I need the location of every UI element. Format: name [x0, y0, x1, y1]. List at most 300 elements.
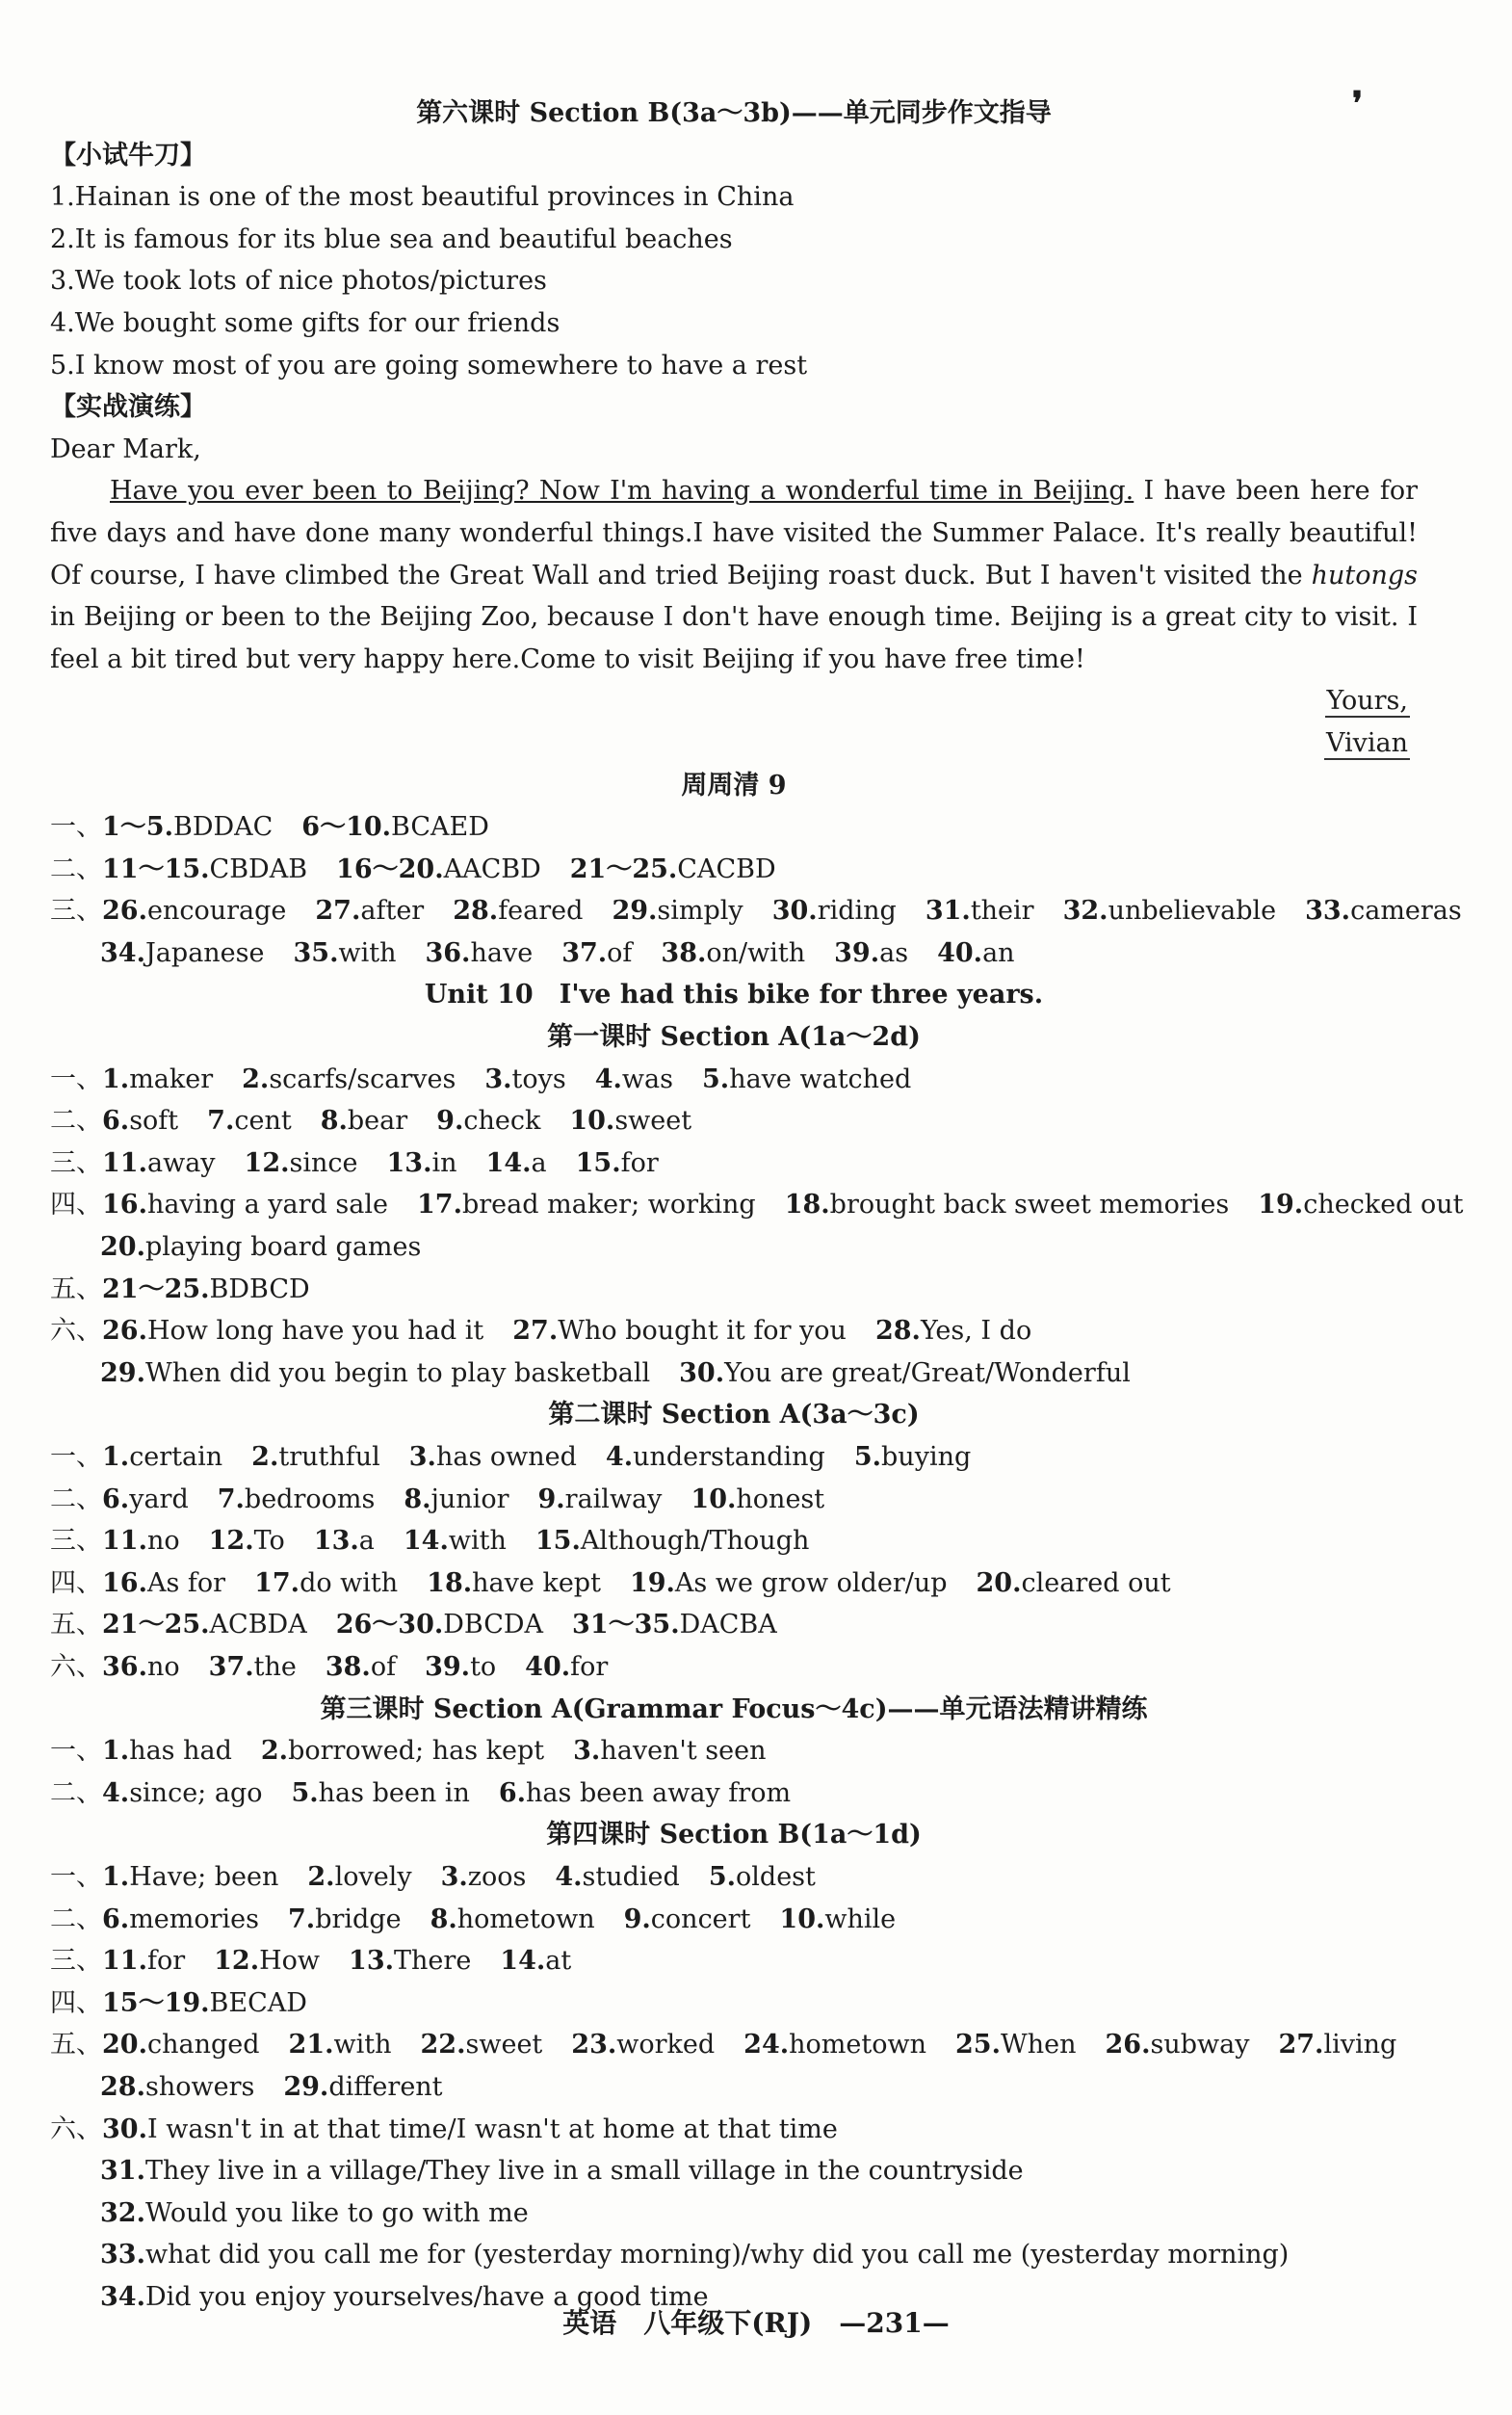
answer-number: 33.: [1305, 896, 1351, 927]
answer-text: truthful: [278, 1442, 380, 1472]
row-prefix: 六、: [50, 1316, 102, 1347]
answer-number: 27.: [315, 896, 361, 927]
answer-number: 31～35.: [572, 1610, 680, 1641]
answer-number: 9.: [623, 1903, 651, 1934]
answer-number: 10.: [779, 1903, 825, 1934]
answer-item: [430, 1899, 595, 1941]
answer-number: 6.: [102, 1106, 130, 1137]
answer-item: [779, 1899, 896, 1941]
answer-text: bear: [347, 1106, 408, 1137]
answer-item: [218, 1479, 376, 1521]
answer-item: [326, 1646, 396, 1689]
answer-item: [535, 1520, 810, 1562]
row-prefix: 六、: [50, 2113, 102, 2144]
lesson2-title: 第二课时 Section A(3a～3c): [548, 1400, 920, 1431]
answer-number: 27.: [1278, 2030, 1324, 2061]
answer-number: 16.: [102, 1567, 147, 1598]
letter-underlined-sentence: Have you ever been to Beijing? Now I'm having a wonderful time in Beijing.: [110, 476, 1134, 507]
answer-item: [288, 1899, 402, 1941]
answer-number: 26.: [102, 1316, 147, 1347]
answer-text: There: [394, 1946, 472, 1977]
answer-row: [50, 1646, 1418, 1689]
answer-text: scarfs/scarves: [269, 1063, 456, 1094]
answer-row: [50, 1436, 1418, 1479]
answer-item: [425, 932, 533, 975]
row-prefix: 三、: [50, 1946, 102, 1977]
answer-number: 2.: [251, 1442, 279, 1472]
answer-text: Yes, I do: [920, 1316, 1032, 1347]
answer-item: [691, 1479, 824, 1521]
list-item: 2.It is famous for its blue sea and beautiful beaches: [50, 223, 733, 254]
answer-number: 34.: [100, 937, 145, 968]
answer-text: certain: [129, 1442, 223, 1472]
row-prefix: 一、: [50, 1861, 102, 1892]
practice-heading: 【实战演练】: [50, 392, 206, 423]
answer-number: 21.: [288, 2030, 334, 2061]
answer-text: To: [253, 1526, 285, 1557]
answer-text: BDBCD: [209, 1273, 310, 1304]
answer-number: 31.: [100, 2156, 145, 2187]
letter-closing: Yours,: [1326, 686, 1408, 717]
answer-number: 17.: [254, 1567, 300, 1598]
answer-row: [50, 2066, 1418, 2109]
answer-number: 13.: [313, 1526, 359, 1557]
row-prefix: 三、: [50, 1147, 102, 1178]
answer-text: Have; been: [129, 1861, 279, 1892]
answer-item: [570, 849, 776, 891]
answer-text: has owned: [435, 1442, 577, 1472]
answer-text: subway: [1150, 2030, 1250, 2061]
list-item: 1.Hainan is one of the most beautiful provinces in China: [50, 182, 795, 213]
answer-number: 18.: [427, 1567, 473, 1598]
weekly-answers: [50, 806, 1462, 974]
answer-item: [102, 1646, 180, 1689]
answer-number: 5.: [708, 1861, 737, 1892]
trial-heading: 【小试牛刀】: [50, 140, 206, 171]
answer-text: DBCDA: [443, 1610, 544, 1641]
answer-number: 20.: [100, 1232, 145, 1263]
answer-text: what did you call me for (yesterday morning)/why did you call me (yesterday morning): [144, 2240, 1290, 2271]
row-prefix: 二、: [50, 1777, 102, 1808]
answer-number: 38.: [661, 937, 707, 968]
answer-item: [404, 1520, 507, 1562]
trial-list: [50, 176, 1418, 386]
answer-text: for: [146, 1946, 186, 1977]
answer-row: [50, 1899, 1418, 1941]
answer-row: [50, 1100, 1418, 1142]
answer-text: on/with: [706, 937, 806, 968]
answer-item: [555, 1856, 679, 1899]
answer-row: [50, 806, 1418, 849]
answer-number: 2.: [260, 1736, 289, 1767]
answer-number: 11.: [102, 1946, 147, 1977]
answer-item: [214, 1940, 320, 1982]
answer-text: bread maker; working: [461, 1190, 756, 1221]
answer-text: was: [621, 1063, 673, 1094]
answer-item: [417, 1184, 756, 1226]
answer-text: Japanese: [144, 937, 265, 968]
answer-item: [512, 1310, 847, 1352]
answer-item: [245, 1142, 358, 1185]
answer-number: 12.: [214, 1946, 260, 1977]
answer-text: borrowed; has kept: [288, 1736, 545, 1767]
answer-item: [572, 1604, 777, 1646]
answer-item: [209, 1520, 285, 1562]
answer-text: BECAD: [209, 1987, 307, 2018]
answer-item: [289, 2024, 392, 2066]
row-prefix: 二、: [50, 853, 102, 884]
answer-number: 39.: [834, 937, 880, 968]
answer-text: yard: [129, 1483, 189, 1514]
answer-row: [50, 849, 1418, 891]
list-item: 3.We took lots of nice photos/pictures: [50, 266, 547, 297]
answer-number: 5.: [853, 1442, 882, 1472]
row-prefix: 三、: [50, 896, 102, 927]
list-item: 5.I know most of you are going somewhere to have a rest: [50, 350, 808, 381]
answer-item: [679, 1352, 1131, 1395]
answer-text: after: [360, 896, 425, 927]
answer-number: 37.: [561, 937, 608, 968]
answer-item: [100, 2192, 529, 2235]
answer-number: 4.: [605, 1442, 634, 1472]
list-item: 4.We bought some gifts for our friends: [50, 307, 560, 338]
answer-number: 30.: [771, 896, 818, 927]
answer-number: 30.: [102, 2113, 147, 2144]
answer-item: [453, 890, 583, 932]
answer-number: 5.: [291, 1777, 319, 1808]
answer-number: 15.: [534, 1526, 581, 1557]
answer-text: of: [607, 937, 633, 968]
answer-item: [441, 1856, 527, 1899]
answer-item: [561, 932, 632, 975]
answer-text: lovely: [334, 1861, 412, 1892]
answer-row: [50, 1982, 1418, 2025]
answer-text: riding: [817, 896, 897, 927]
answer-number: 7.: [217, 1483, 245, 1514]
answer-text: do with: [300, 1567, 399, 1598]
answer-item: [102, 849, 307, 891]
answer-number: 1.: [102, 1442, 130, 1472]
answer-item: [294, 932, 397, 975]
row-prefix: 五、: [50, 1273, 102, 1304]
answer-item: [576, 1142, 659, 1185]
answer-item: [854, 1436, 971, 1479]
answer-item: [283, 2066, 442, 2109]
answer-text: has been away from: [526, 1777, 792, 1808]
answer-number: 20.: [976, 1567, 1022, 1598]
answer-item: [102, 1730, 232, 1772]
answer-number: 29.: [100, 1357, 145, 1388]
answer-item: [573, 1730, 766, 1772]
answer-item: [499, 1772, 791, 1815]
answer-item: [307, 1856, 411, 1899]
answer-item: [925, 890, 1034, 932]
answer-item: [875, 1310, 1031, 1352]
letter-signature: Vivian: [1325, 727, 1408, 758]
answer-row: [50, 1604, 1418, 1646]
answer-row: [50, 1856, 1418, 1899]
answer-text: has had: [129, 1736, 232, 1767]
answer-item: [409, 1436, 577, 1479]
answer-text: When: [1000, 2030, 1077, 2061]
answer-item: [254, 1562, 398, 1605]
answer-text: understanding: [633, 1442, 825, 1472]
answer-number: 24.: [743, 2030, 790, 2061]
answer-text: How: [259, 1946, 321, 1977]
answer-text: of: [370, 1651, 397, 1682]
answer-text: to: [470, 1651, 497, 1682]
row-prefix: 三、: [50, 1526, 102, 1557]
answer-number: 9.: [537, 1483, 565, 1514]
answer-text: They live in a village/They live in a small village in the countryside: [144, 2156, 1024, 2187]
answer-number: 4.: [102, 1777, 130, 1808]
answer-number: 35.: [293, 937, 339, 968]
answer-row: [50, 1940, 1418, 1982]
answer-item: [336, 849, 541, 891]
answer-item: [291, 1772, 469, 1815]
answer-number: 23.: [571, 2030, 617, 2061]
answer-row: [50, 1310, 1418, 1352]
answer-text: Would you like to go with me: [144, 2197, 529, 2228]
answer-item: [1106, 2024, 1250, 2066]
answer-text: having a yard sale: [146, 1190, 388, 1221]
answer-item: [937, 932, 1014, 975]
answer-text: the: [253, 1651, 297, 1682]
answer-text: brought back sweet memories: [829, 1190, 1230, 1221]
row-prefix: 五、: [50, 1610, 102, 1641]
answer-item: [404, 1479, 508, 1521]
answer-text: ACBDA: [209, 1610, 307, 1641]
answer-item: [321, 1100, 407, 1142]
answer-number: 15.: [575, 1147, 621, 1178]
row-prefix: 二、: [50, 1903, 102, 1934]
answer-item: [436, 1100, 540, 1142]
answer-number: 6.: [102, 1483, 130, 1514]
answer-number: 26.: [102, 896, 147, 927]
answer-text: for: [620, 1147, 659, 1178]
answer-item: [315, 890, 424, 932]
answer-item: [102, 1899, 259, 1941]
answer-number: 13.: [349, 1946, 395, 1977]
answer-page: [50, 92, 1464, 2318]
row-prefix: 一、: [50, 1442, 102, 1472]
answer-text: honest: [736, 1483, 825, 1514]
answer-text: checked out: [1303, 1190, 1464, 1221]
answer-item: [743, 2024, 926, 2066]
answer-text: hometown: [456, 1903, 595, 1934]
answer-text: bedrooms: [244, 1483, 376, 1514]
answer-text: showers: [144, 2071, 255, 2102]
row-prefix: 四、: [50, 1567, 102, 1598]
answer-text: as: [879, 937, 909, 968]
page-footer: 英语 八年级下(RJ) —231—: [562, 2307, 950, 2339]
answer-item: [102, 2109, 838, 2151]
answer-text: junior: [430, 1483, 509, 1514]
answer-item: [102, 1100, 178, 1142]
answer-text: in: [431, 1147, 457, 1178]
answer-item: [102, 1310, 483, 1352]
answer-number: 6.: [498, 1777, 527, 1808]
answer-number: 21～25.: [569, 853, 678, 884]
answer-number: 34.: [100, 2281, 145, 2312]
answer-text: encourage: [146, 896, 287, 927]
answer-item: [955, 2024, 1077, 2066]
answer-text: simply: [657, 896, 743, 927]
answer-number: 4.: [555, 1861, 583, 1892]
answer-text: have kept: [472, 1567, 601, 1598]
letter-body-text: I have been here for five days and have done many wonderful things.I have visited the Summer Palace. It's really beautiful! Of course, I have climbed the Great Wall and tried Beijing roast duck. But I haven't visited the: [50, 476, 1418, 591]
answer-number: 11.: [102, 1147, 147, 1178]
lesson3-title: 第三课时 Section A(Grammar Focus～4c)——单元语法精讲精练: [320, 1693, 1148, 1724]
answer-text: with: [333, 2030, 392, 2061]
answer-number: 30.: [679, 1357, 725, 1388]
answer-item: [251, 1436, 380, 1479]
answer-text: hometown: [789, 2030, 926, 2061]
answer-number: 40.: [937, 937, 983, 968]
answer-item: [606, 1436, 825, 1479]
answer-item: [661, 932, 805, 975]
answer-number: 29.: [612, 896, 658, 927]
answer-row: [50, 2192, 1418, 2235]
answer-number: 28.: [874, 1316, 921, 1347]
answer-item: [500, 1940, 571, 1982]
answer-item: [595, 1059, 673, 1101]
lesson2-answers: [50, 1436, 1418, 1689]
answer-text: When did you begin to play basketball: [144, 1357, 651, 1388]
answer-text: cameras: [1350, 896, 1462, 927]
answer-number: 36.: [102, 1651, 147, 1682]
answer-number: 14.: [500, 1946, 546, 1977]
answer-text: oldest: [736, 1861, 816, 1892]
answer-number: 8.: [430, 1903, 457, 1934]
answer-text: since; ago: [129, 1777, 263, 1808]
answer-number: 3.: [408, 1442, 436, 1472]
answer-item: [102, 1479, 189, 1521]
answer-number: 4.: [594, 1063, 622, 1094]
answer-text: feared: [498, 896, 584, 927]
answer-number: 39.: [425, 1651, 471, 1682]
answer-number: 16.: [102, 1190, 147, 1221]
answer-number: 13.: [386, 1147, 432, 1178]
answer-item: [1063, 890, 1277, 932]
answer-number: 19.: [1258, 1190, 1304, 1221]
row-prefix: 二、: [50, 1483, 102, 1514]
answer-text: have watched: [729, 1063, 912, 1094]
answer-number: 28.: [453, 896, 499, 927]
answer-item: [421, 2024, 543, 2066]
answer-text: concert: [650, 1903, 751, 1934]
answer-number: 12.: [208, 1526, 254, 1557]
lesson3-answers: [50, 1730, 1418, 1814]
answer-number: 2.: [242, 1063, 270, 1094]
answer-text: while: [824, 1903, 897, 1934]
answer-number: 36.: [425, 937, 471, 968]
answer-row: [50, 2234, 1418, 2276]
answer-number: 3.: [440, 1861, 468, 1892]
letter-body: [50, 470, 1418, 680]
answer-item: [537, 1479, 662, 1521]
answer-number: 32.: [100, 2197, 145, 2228]
answer-number: 18.: [784, 1190, 830, 1221]
answer-item: [102, 1269, 310, 1311]
answer-row: [50, 1479, 1418, 1521]
answer-text: DACBA: [679, 1610, 777, 1641]
letter-italic-word: hutongs: [1311, 560, 1418, 591]
answer-number: 32.: [1062, 896, 1108, 927]
answer-text: I wasn't in at that time/I wasn't at home at that time: [146, 2113, 838, 2144]
answer-item: [242, 1059, 456, 1101]
answer-number: 6.: [102, 1903, 130, 1934]
answer-number: 25.: [955, 2030, 1001, 2061]
answer-item: [336, 1604, 543, 1646]
answer-text: As for: [146, 1567, 226, 1598]
answer-text: As we grow older/up: [674, 1567, 948, 1598]
answer-number: 21～25.: [102, 1273, 210, 1304]
answer-item: [1305, 890, 1462, 932]
lesson1-title: 第一课时 Section A(1a～2d): [547, 1022, 921, 1053]
answer-text: have: [470, 937, 534, 968]
answer-number: 31.: [925, 896, 971, 927]
answer-number: 26～30.: [335, 1610, 444, 1641]
answer-number: 27.: [512, 1316, 559, 1347]
answer-row: [50, 1059, 1418, 1101]
answer-text: studied: [582, 1861, 680, 1892]
answer-text: unbelievable: [1108, 896, 1277, 927]
answer-item: [102, 1059, 213, 1101]
answer-text: a: [531, 1147, 547, 1178]
corner-mark: ❜: [1352, 85, 1363, 123]
answer-text: living: [1323, 2030, 1397, 2061]
answer-item: [785, 1184, 1230, 1226]
answer-number: 12.: [244, 1147, 290, 1178]
answer-text: for: [570, 1651, 609, 1682]
answer-text: no: [146, 1526, 180, 1557]
answer-number: 1.: [102, 1861, 130, 1892]
answer-row: [50, 1562, 1418, 1605]
answer-number: 3.: [484, 1063, 512, 1094]
answer-number: 26.: [1105, 2030, 1151, 2061]
answer-item: [977, 1562, 1171, 1605]
answer-text: You are great/Great/Wonderful: [724, 1357, 1131, 1388]
answer-item: [569, 1100, 691, 1142]
answer-number: 7.: [207, 1106, 235, 1137]
lesson4-answers: [50, 1856, 1418, 2319]
answer-item: [102, 806, 273, 849]
answer-item: [100, 932, 265, 975]
answer-item: [486, 1142, 547, 1185]
answer-number: 15～19.: [102, 1987, 210, 2018]
answer-row: [50, 890, 1462, 932]
answer-number: 3.: [573, 1736, 601, 1767]
answer-item: [301, 806, 489, 849]
answer-text: railway: [564, 1483, 663, 1514]
answer-row: [50, 1520, 1418, 1562]
answer-text: playing board games: [144, 1232, 422, 1263]
answer-text: BDDAC: [172, 812, 274, 843]
answer-item: [261, 1730, 544, 1772]
answer-text: an: [982, 937, 1015, 968]
answer-number: 37.: [208, 1651, 254, 1682]
answer-item: [207, 1100, 292, 1142]
answer-number: 10.: [691, 1483, 737, 1514]
answer-text: soft: [129, 1106, 179, 1137]
answer-text: memories: [129, 1903, 260, 1934]
answer-number: 6～10.: [301, 812, 392, 843]
answer-item: [612, 890, 743, 932]
answer-text: different: [328, 2071, 443, 2102]
answer-row: [50, 1352, 1418, 1395]
weekly-title: 周周清 9: [681, 770, 787, 801]
